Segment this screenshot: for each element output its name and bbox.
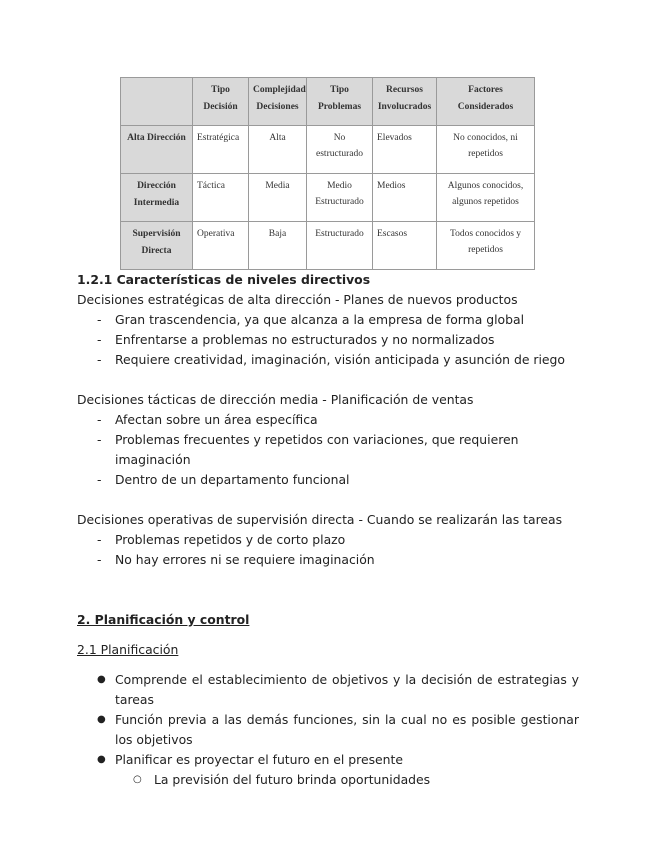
dash-list: [77, 310, 579, 370]
bullet-marker: ●: [97, 754, 106, 765]
dash-marker: -: [97, 352, 102, 367]
table-header-cell: Tipo Decisión: [193, 78, 249, 126]
table-cell: No conocidos, ni repetidos: [437, 126, 535, 174]
list-item: [77, 310, 579, 330]
table-header-corner: [121, 78, 193, 126]
table-cell: No estructurado: [307, 126, 373, 174]
bullet-list: [77, 670, 579, 790]
table-row: [121, 174, 535, 222]
list-item-text: Comprende el establecimiento de objetivos y la decisión de estrategias y tareas: [115, 672, 579, 707]
dash-marker: -: [97, 552, 102, 567]
table-cell: Baja: [249, 222, 307, 270]
table-header-cell: Factores Considerados: [437, 78, 535, 126]
list-item: [77, 330, 579, 350]
table-row-label: Alta Dirección: [121, 126, 193, 174]
list-item: [77, 530, 579, 550]
dash-list: [77, 530, 579, 570]
table-cell: Todos conocidos y repetidos: [437, 222, 535, 270]
list-item-text: Función previa a las demás funciones, sin la cual no es posible gestionar los objetivos: [115, 712, 579, 747]
table-header-row: [121, 78, 535, 126]
list-item: [115, 770, 579, 790]
list-item-text: La previsión del futuro brinda oportunidades: [154, 772, 431, 787]
group-heading: Decisiones operativas de supervisión directa - Cuando se realizarán las tareas: [77, 512, 563, 527]
list-item-text: Requiere creatividad, imaginación, visión anticipada y asunción de riego: [115, 352, 565, 367]
table-cell: Táctica: [193, 174, 249, 222]
table-header-cell: Recursos Involucrados: [373, 78, 437, 126]
dash-marker: -: [97, 312, 102, 327]
list-item: [77, 430, 579, 470]
dash-marker: -: [97, 432, 102, 447]
group-heading: Decisiones estratégicas de alta dirección - Planes de nuevos productos: [77, 292, 518, 307]
table-row: [121, 222, 535, 270]
table-cell: Medio Estructurado: [307, 174, 373, 222]
list-item: [77, 710, 579, 750]
table-cell: Algunos conocidos, algunos repetidos: [437, 174, 535, 222]
table-cell: Media: [249, 174, 307, 222]
list-item-text: Gran trascendencia, ya que alcanza a la empresa de forma global: [115, 312, 525, 327]
list-item-text: Problemas repetidos y de corto plazo: [115, 532, 346, 547]
list-item: [77, 750, 579, 790]
table-cell: Estratégica: [193, 126, 249, 174]
dash-marker: -: [97, 472, 102, 487]
dash-marker: -: [97, 412, 102, 427]
subsection-title: 2.1 Planificación: [77, 642, 179, 657]
table-cell: Alta: [249, 126, 307, 174]
document-body: [77, 270, 579, 790]
circle-marker: ○: [133, 774, 142, 785]
table-row: [121, 126, 535, 174]
table-cell: Operativa: [193, 222, 249, 270]
table-cell: Medios: [373, 174, 437, 222]
list-item-text: Problemas frecuentes y repetidos con variaciones, que requieren imaginación: [115, 432, 519, 467]
table-header-cell: Complejidad Decisiones: [249, 78, 307, 126]
list-item-text: Afectan sobre un área específica: [115, 412, 318, 427]
sub-bullet-list: [115, 770, 579, 790]
list-item: [77, 470, 579, 490]
list-item-text: Enfrentarse a problemas no estructurados y no normalizados: [115, 332, 495, 347]
table-row-label: Supervisión Directa: [121, 222, 193, 270]
list-item-text: Dentro de un departamento funcional: [115, 472, 350, 487]
section-title: 2. Planificación y control: [77, 612, 250, 627]
list-item: [77, 350, 579, 370]
table-row-label: Dirección Intermedia: [121, 174, 193, 222]
section-heading: 1.2.1 Características de niveles directivos: [77, 272, 371, 287]
bullet-marker: ●: [97, 714, 106, 725]
list-item-text: Planificar es proyectar el futuro en el presente: [115, 752, 403, 767]
list-item: [77, 670, 579, 710]
list-item: [77, 410, 579, 430]
bullet-marker: ●: [97, 674, 106, 685]
list-item-text: No hay errores ni se requiere imaginación: [115, 552, 375, 567]
group-heading: Decisiones tácticas de dirección media - Planificación de ventas: [77, 392, 474, 407]
table-header-cell: Tipo Problemas: [307, 78, 373, 126]
decision-levels-table: [120, 77, 535, 270]
table-cell: Elevados: [373, 126, 437, 174]
table-cell: Estructurado: [307, 222, 373, 270]
table-cell: Escasos: [373, 222, 437, 270]
dash-list: [77, 410, 579, 490]
list-item: [77, 550, 579, 570]
dash-marker: -: [97, 332, 102, 347]
dash-marker: -: [97, 532, 102, 547]
